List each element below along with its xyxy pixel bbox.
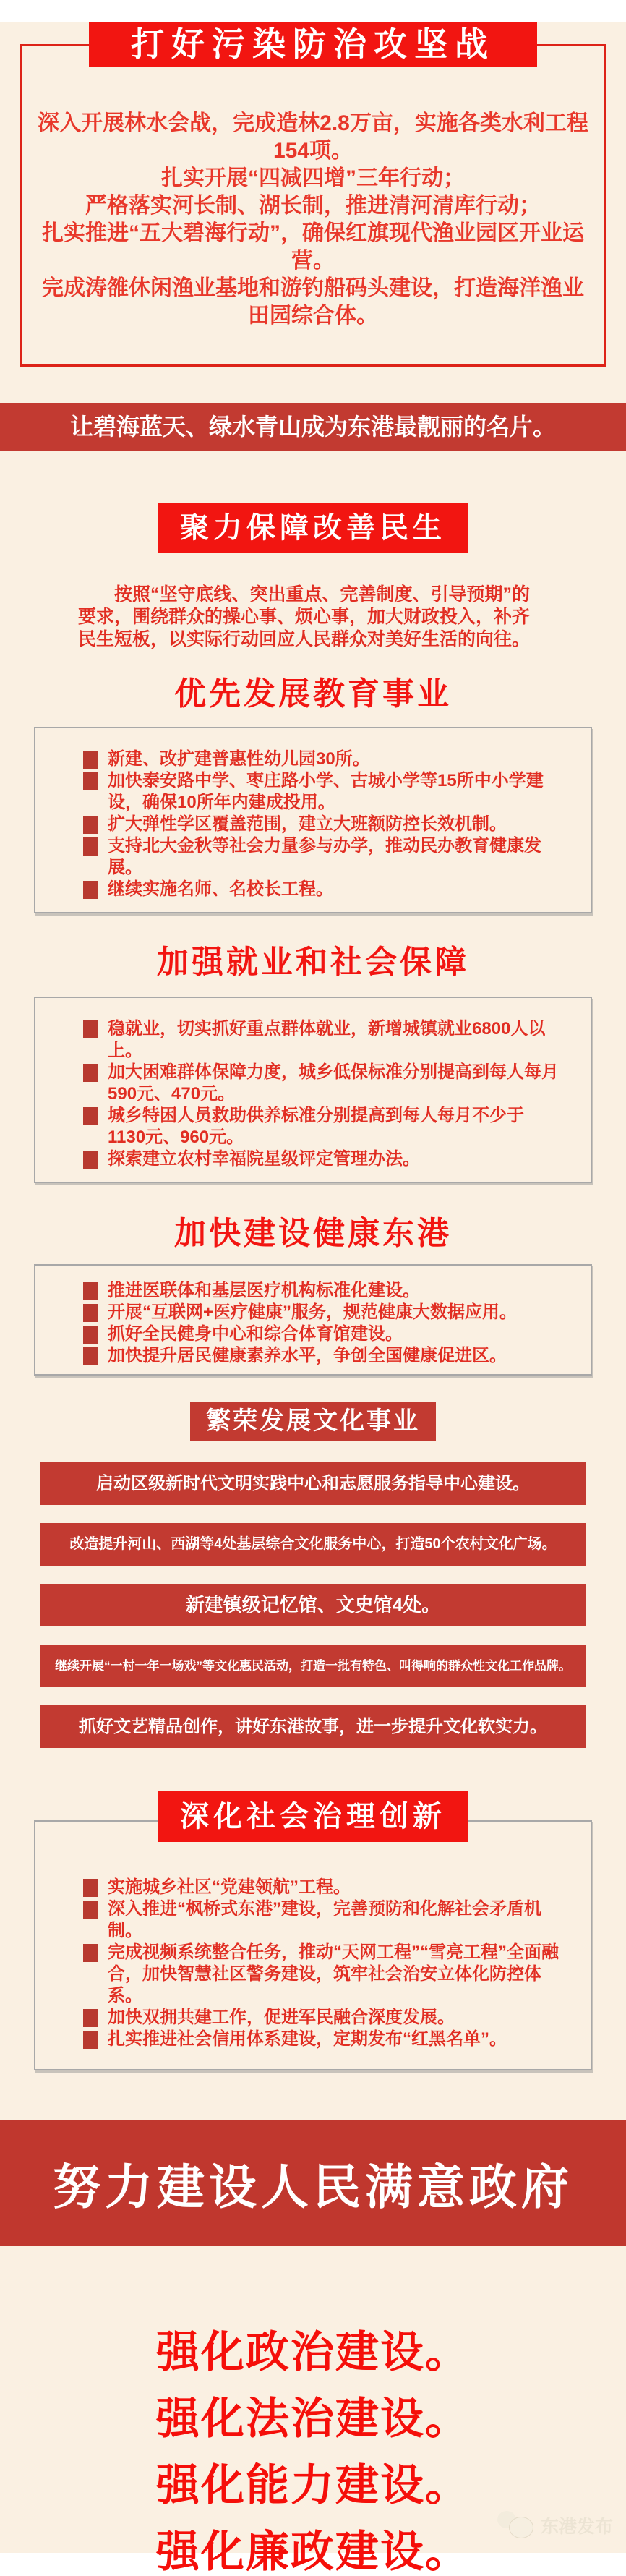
bullet-text: 城乡特困人员救助供养标准分别提高到每人每月不少于1130元、960元。 <box>108 1106 524 1147</box>
bullet-square-icon <box>83 837 98 856</box>
list-item <box>83 1062 560 1105</box>
bullet-square-icon <box>83 751 98 769</box>
slogan-banner: 让碧海蓝天、绿水青山成为东港最靓丽的名片。 <box>0 403 626 451</box>
jobs-heading: 加强就业和社会保障 <box>157 944 469 980</box>
list-item <box>83 835 560 879</box>
infographic-page <box>0 22 626 2576</box>
bullet-square-icon <box>83 1151 98 1169</box>
bullet-text: 探索建立农村幸福院星级评定管理办法。 <box>108 1149 420 1169</box>
wechat-bubbles-icon <box>497 2511 535 2540</box>
culture-banner: 抓好文艺精品创作，讲好东港故事，进一步提升文化软实力。 <box>40 1705 586 1748</box>
slogan-line: 强化能力建设。 <box>156 2461 470 2509</box>
bullet-text: 加快提升居民健康素养水平，争创全国健康促进区。 <box>108 1346 507 1365</box>
pollution-section <box>20 22 606 367</box>
pollution-line: 深入开展林水会战，完成造林2.8万亩，实施各类水利工程154项。 <box>38 111 588 163</box>
bullet-text: 推进医联体和基层医疗机构标准化建设。 <box>108 1281 420 1300</box>
bullet-square-icon <box>83 2031 98 2049</box>
bullet-text: 实施城乡社区“党建领航”工程。 <box>108 1877 351 1897</box>
list-item <box>83 1942 560 2007</box>
bullet-square-icon <box>83 881 98 899</box>
bullet-text: 抓好全民健身中心和综合体育馆建设。 <box>108 1324 403 1344</box>
bullet-square-icon <box>83 816 98 834</box>
governance-badge: 深化社会治理创新 <box>158 1791 468 1842</box>
list-item <box>83 2007 560 2029</box>
culture-banner: 启动区级新时代文明实践中心和志愿服务指导中心建设。 <box>40 1462 586 1505</box>
watermark <box>497 2511 613 2540</box>
culture-banner: 继续开展“一村一年一场戏”等文化惠民活动，打造一批有特色、叫得响的群众性文化工作品牌。 <box>40 1645 586 1687</box>
list-item <box>83 879 560 900</box>
slogan-line: 强化法治建设。 <box>156 2394 470 2443</box>
watermark-label: 东港发布 <box>540 2517 613 2537</box>
education-box <box>34 727 592 913</box>
bullet-square-icon <box>83 772 98 790</box>
bullet-text: 开展“互联网+医疗健康”服务，规范健康大数据应用。 <box>108 1302 518 1322</box>
bullet-text: 继续实施名师、名校长工程。 <box>108 879 333 899</box>
list-item <box>83 1105 560 1148</box>
bullet-text: 新建、改扩建普惠性幼儿园30所。 <box>108 749 370 769</box>
bullet-square-icon <box>83 1064 98 1082</box>
jobs-box <box>34 997 592 1183</box>
bullet-text: 加快双拥共建工作，促进军民融合深度发展。 <box>108 2008 455 2027</box>
satisfaction-banner: 努力建设人民满意政府 <box>0 2120 626 2246</box>
list-item <box>83 814 560 835</box>
livelihood-intro: 按照“坚守底线、突出重点、完善制度、引导预期”的要求，围绕群众的操心事、烦心事，加大财政投入，补齐民生短板，以实际行动回应人民群众对美好生活的向往。 <box>78 584 531 649</box>
bullet-square-icon <box>83 2009 98 2027</box>
pollution-line: 完成涛雒休闲渔业基地和游钓船码头建设，打造海洋渔业田园综合体。 <box>42 276 584 328</box>
bullet-text: 扩大弹性学区覆盖范围，建立大班额防控长效机制。 <box>108 814 507 834</box>
list-item <box>83 2029 560 2050</box>
list-item <box>83 1323 560 1345</box>
list-item <box>83 1280 560 1302</box>
bullet-square-icon <box>83 1879 98 1897</box>
list-item <box>83 1877 560 1898</box>
bullet-square-icon <box>83 1107 98 1125</box>
health-box <box>34 1264 592 1376</box>
culture-banner: 改造提升河山、西湖等4处基层综合文化服务中心，打造50个农村文化广场。 <box>40 1523 586 1566</box>
governance-box <box>34 1820 592 2070</box>
bullet-square-icon <box>83 1304 98 1322</box>
list-item <box>83 1345 560 1367</box>
bullet-text: 加大困难群体保障力度，城乡低保标准分别提高到每人每月590元、470元。 <box>108 1062 559 1104</box>
pollution-line: 扎实推进“五大碧海行动”，确保红旗现代渔业园区开业运营。 <box>42 221 584 273</box>
bullet-square-icon <box>83 1282 98 1300</box>
governance-section <box>34 1791 592 2070</box>
list-item <box>83 1148 560 1170</box>
slogan-line: 强化政治建设。 <box>156 2328 470 2376</box>
list-item <box>83 1302 560 1323</box>
bullet-square-icon <box>83 1347 98 1365</box>
culture-badge: 繁荣发展文化事业 <box>190 1402 436 1441</box>
list-item <box>83 1898 560 1942</box>
pollution-line: 扎实开展“四减四增”三年行动； <box>161 166 465 190</box>
list-item <box>83 1018 560 1062</box>
list-item <box>83 770 560 814</box>
bullet-text: 支持北大金秋等社会力量参与办学，推动民办教育健康发展。 <box>108 836 541 877</box>
pollution-line: 严格落实河长制、湖长制，推进清河清库行动； <box>85 194 541 218</box>
list-item <box>83 749 560 770</box>
bullet-text: 深入推进“枫桥式东港”建设，完善预防和化解社会矛盾机制。 <box>108 1899 541 1940</box>
education-heading: 优先发展教育事业 <box>174 676 452 712</box>
bullet-text: 完成视频系统整合任务，推动“天网工程”“雪亮工程”全面融合，加快智慧社区警务建设，筑牢社会治安立体化防控体系。 <box>108 1942 559 2005</box>
bullet-square-icon <box>83 1944 98 1962</box>
bullet-text: 加快泰安路中学、枣庄路小学、古城小学等15所中小学建设，确保10所年内建成投用。 <box>108 771 544 812</box>
bullet-text: 稳就业，切实抓好重点群体就业，新增城镇就业6800人以上。 <box>108 1019 546 1060</box>
slogan-line: 强化廉政建设。 <box>156 2528 470 2576</box>
bullet-square-icon <box>83 1901 98 1919</box>
livelihood-badge: 聚力保障改善民生 <box>158 503 468 553</box>
pollution-badge: 打好污染防治攻坚战 <box>89 22 537 67</box>
bullet-square-icon <box>83 1020 98 1038</box>
bullet-text: 扎实推进社会信用体系建设，定期发布“红黑名单”。 <box>108 2029 507 2049</box>
pollution-box <box>20 44 606 367</box>
bullet-square-icon <box>83 1326 98 1344</box>
culture-banner: 新建镇级记忆馆、文史馆4处。 <box>40 1584 586 1626</box>
health-heading: 加快建设健康东港 <box>174 1216 452 1251</box>
culture-banners <box>40 1462 586 1748</box>
